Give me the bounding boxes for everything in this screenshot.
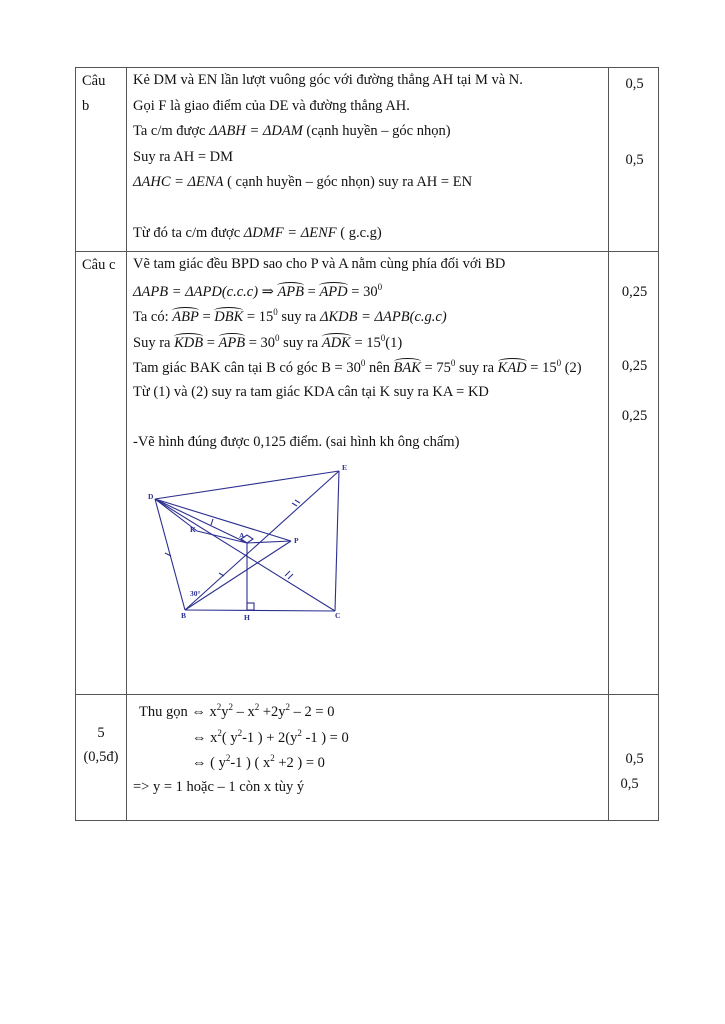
- segment-be: [185, 471, 339, 610]
- label-e: E: [342, 462, 348, 472]
- row-question-5: [76, 695, 659, 821]
- row-part-b: [76, 68, 659, 252]
- part-b-label: Câu b: [76, 68, 127, 252]
- label-h: H: [244, 612, 250, 622]
- score: 0,25: [621, 284, 648, 300]
- part-c-line-2: ΔAPB = ΔAPD(c.c.c) ⇒ APB = APD = $30^0$: [133, 281, 383, 300]
- part-c-line-4: Suy ra KDB = APB = $30^0$ suy ra ADK = $15^0(1)$: [133, 332, 403, 351]
- part-c-line-3: Ta có: ABP = DBK = $15^0$ suy ra ΔKDB = ΔAPB(c.g.c): [133, 307, 447, 325]
- score: 0,25: [621, 358, 648, 374]
- q5-line-2: ⇔ $x^2$( $y^2-1$ ) + $2(y^2$ -1 ) = 0: [192, 727, 349, 746]
- segment-dc: [155, 499, 335, 611]
- part-c-line-1: Vẽ tam giác đều BPD sao cho P và A nằm cùng phía đối với BD: [133, 256, 506, 272]
- tick: [219, 573, 224, 576]
- label-c: C: [335, 610, 341, 620]
- part-b-scores: [609, 68, 659, 252]
- right-angle-h: [247, 603, 254, 610]
- tick: [285, 571, 290, 576]
- label-p: P: [294, 535, 299, 545]
- part-c-line-5: Tam giác BAK cân tại B có góc $B = 30^0$ nên BAK = $75^0$ suy ra KAD = $15^0$ (2): [133, 358, 582, 376]
- part-b-line-2: Gọi F là giao điểm của DE và đường thẳng AH.: [133, 97, 410, 114]
- q5-scores: [609, 695, 659, 821]
- part-b-line-5: ΔAHC = ΔENA ( cạnh huyền – góc nhọn) suy ra AH = EN: [133, 174, 473, 190]
- part-b-line-1: Kẻ DM và EN lần lượt vuông góc với đường thẳng AH tại M và N.: [133, 72, 523, 88]
- part-c-content: [127, 252, 609, 695]
- score: 0,25: [621, 408, 648, 424]
- segment-bp: [185, 541, 291, 610]
- score: 0,5: [625, 76, 644, 92]
- q5-line-1: Thu gọn ⇔ $x^2y^2 - x^2 +2y^2 - 2 = 0$: [139, 702, 335, 720]
- part-b-line-4: Suy ra AH = DM: [133, 148, 234, 165]
- q5-line-3: ⇔ ( $y^2-1$ ) ( $x^2 +2$ ) = 0: [192, 753, 325, 771]
- part-c-label: Câu c: [76, 252, 127, 695]
- label-d: D: [148, 491, 154, 501]
- part-b-line-3: Ta c/m được ΔABH = ΔDAM (cạnh huyền – góc nhọn): [133, 123, 451, 139]
- q5-label: 5 (0,5đ): [76, 695, 127, 821]
- q5-content: [127, 695, 609, 821]
- label-b: B: [181, 610, 187, 620]
- tick: [211, 519, 213, 525]
- tick: [288, 574, 293, 579]
- part-b-line-6: Từ đó ta c/m được ΔDMF = ΔENF ( g.c.g): [133, 224, 382, 241]
- segment-bc: [185, 610, 335, 611]
- part-c-line-6: Từ (1) và (2) suy ra tam giác KDA cân tại K suy ra KA = KD: [133, 383, 489, 400]
- segment-ec: [335, 471, 339, 611]
- label-k: K: [190, 524, 196, 534]
- segment-de: [155, 471, 339, 499]
- q5-line-4: => y = 1 hoặc – 1 còn x tùy ý: [133, 778, 305, 795]
- segment-dp: [155, 499, 291, 541]
- score: 0,5: [625, 751, 644, 767]
- segment-da: [155, 499, 247, 543]
- row-part-c: [76, 252, 659, 695]
- segment-db: [155, 499, 185, 610]
- part-c-line-7: -Vẽ hình đúng được 0,125 điểm. (sai hình kh ông chấm): [133, 434, 460, 450]
- tick: [295, 500, 300, 503]
- score: 0,5: [620, 776, 639, 792]
- tick: [292, 503, 297, 506]
- label-angle: 30°: [190, 588, 201, 598]
- score: 0,5: [625, 152, 644, 168]
- part-c-scores: [609, 252, 659, 695]
- part-b-content: [127, 68, 609, 252]
- segment-ap: [247, 541, 291, 543]
- answer-table: [75, 67, 659, 821]
- label-a: A: [239, 530, 245, 540]
- geometry-figure: [139, 461, 369, 631]
